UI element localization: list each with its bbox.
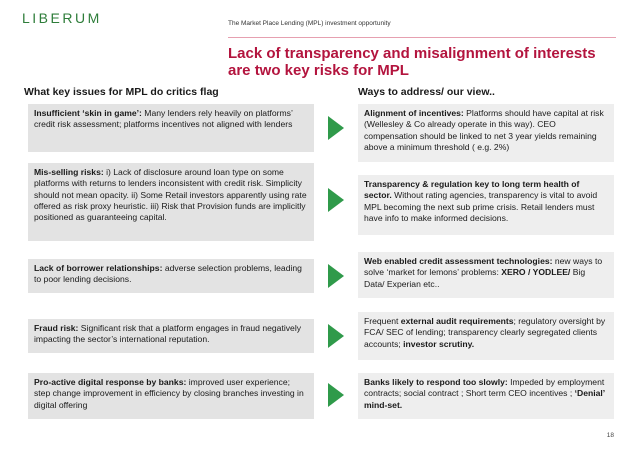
view-bold: Transparency & regulation key to long term health of sector. xyxy=(364,179,580,201)
issue-bold: Lack of borrower relationships: xyxy=(34,263,163,273)
view-text: ; regulatory oversight by FCA/ SEC of lending; transparency clearly segregated clients accounts; xyxy=(364,316,606,349)
view-bold-2: ‘Denial’ mind-set. xyxy=(364,388,605,410)
page-number: 18 xyxy=(606,432,614,439)
view-box-web-credit xyxy=(358,252,614,298)
issue-bold: Insufficient ‘skin in game’: xyxy=(34,108,142,118)
slide-title: Lack of transparency and misalignment of interests are two key risks for MPL xyxy=(228,45,596,79)
report-subtitle: The Market Place Lending (MPL) investment opportunity xyxy=(228,20,391,27)
view-bold-2: investor scrutiny. xyxy=(403,338,475,349)
view-text: new ways to solve ‘market for lemons’ problems: xyxy=(364,256,603,278)
liberum-logo: LIBERUM xyxy=(22,10,102,26)
view-box-audit xyxy=(358,312,614,360)
issue-text: Many lenders rely heavily on platforms’ credit risk assessment; platforms incentives not aligned with lenders xyxy=(34,108,293,130)
issue-text: Significant risk that a platform engages in fraud negatively impacting the sector’s international reputation. xyxy=(34,323,302,345)
issue-box-fraud-risk xyxy=(28,319,314,353)
arrow-right-icon xyxy=(328,264,344,288)
view-box-banks-slow xyxy=(358,373,614,419)
arrow-right-icon xyxy=(328,383,344,407)
issue-bold: Pro-active digital response by banks: xyxy=(34,377,187,387)
view-bold: external audit requirements xyxy=(400,316,514,326)
view-pre: Frequent xyxy=(364,316,401,326)
issue-box-banks-digital xyxy=(28,373,314,419)
issue-text: adverse selection problems, leading to poor lending decisions. xyxy=(34,263,302,285)
issue-box-borrower-relationships xyxy=(28,259,314,293)
view-bold: Web enabled credit assessment technologies: xyxy=(364,256,553,266)
issue-text: i) Lack of disclosure around loan type on some platforms with returns to lenders inconsistent with credit risk. Simplicity should not mean opacity. ii) Some Retail investors apparently using rate offered as risk proxy heuristic. iii) Risk that Provision funds are implicitly positioned as guaranteeing capital. xyxy=(34,167,307,223)
issue-box-skin-in-game xyxy=(28,104,314,152)
view-box-transparency xyxy=(358,175,614,235)
issue-bold: Mis-selling risks: xyxy=(34,167,104,177)
issue-bold: Fraud risk: xyxy=(34,323,79,333)
arrow-right-icon xyxy=(328,116,344,140)
view-bold-2: XERO / YODLEE/ xyxy=(501,267,571,278)
view-text: Platforms should have capital at risk (Wellesley & Co already operate in this way). CEO compensation should be linked to net 3 year yields remaining above a minimum threshold ( e.g. 2%) xyxy=(364,108,604,152)
header-divider xyxy=(228,37,616,38)
view-box-alignment xyxy=(358,104,614,162)
view-bold: Banks likely to respond too slowly: xyxy=(364,377,508,387)
view-text: Without rating agencies, transparency is vital to avoid MPL becoming the next sub prime crisis. Retail lenders must have info to make informed decisions. xyxy=(364,190,598,223)
view-bold: Alignment of incentives: xyxy=(364,108,464,118)
issue-text: improved user experience; step change improvement in efficiency by closing branches investing in digital offering xyxy=(34,377,304,410)
arrow-right-icon xyxy=(328,324,344,348)
arrow-right-icon xyxy=(328,188,344,212)
view-text-2: Big Data/ Experian etc.. xyxy=(364,267,586,289)
view-text: Impeded by employment contracts; social contract ; Short term CEO incentives ; xyxy=(364,377,605,399)
issue-box-mis-selling xyxy=(28,163,314,241)
left-column-heading: What key issues for MPL do critics flag xyxy=(24,86,219,98)
right-column-heading: Ways to address/ our view.. xyxy=(358,86,495,98)
